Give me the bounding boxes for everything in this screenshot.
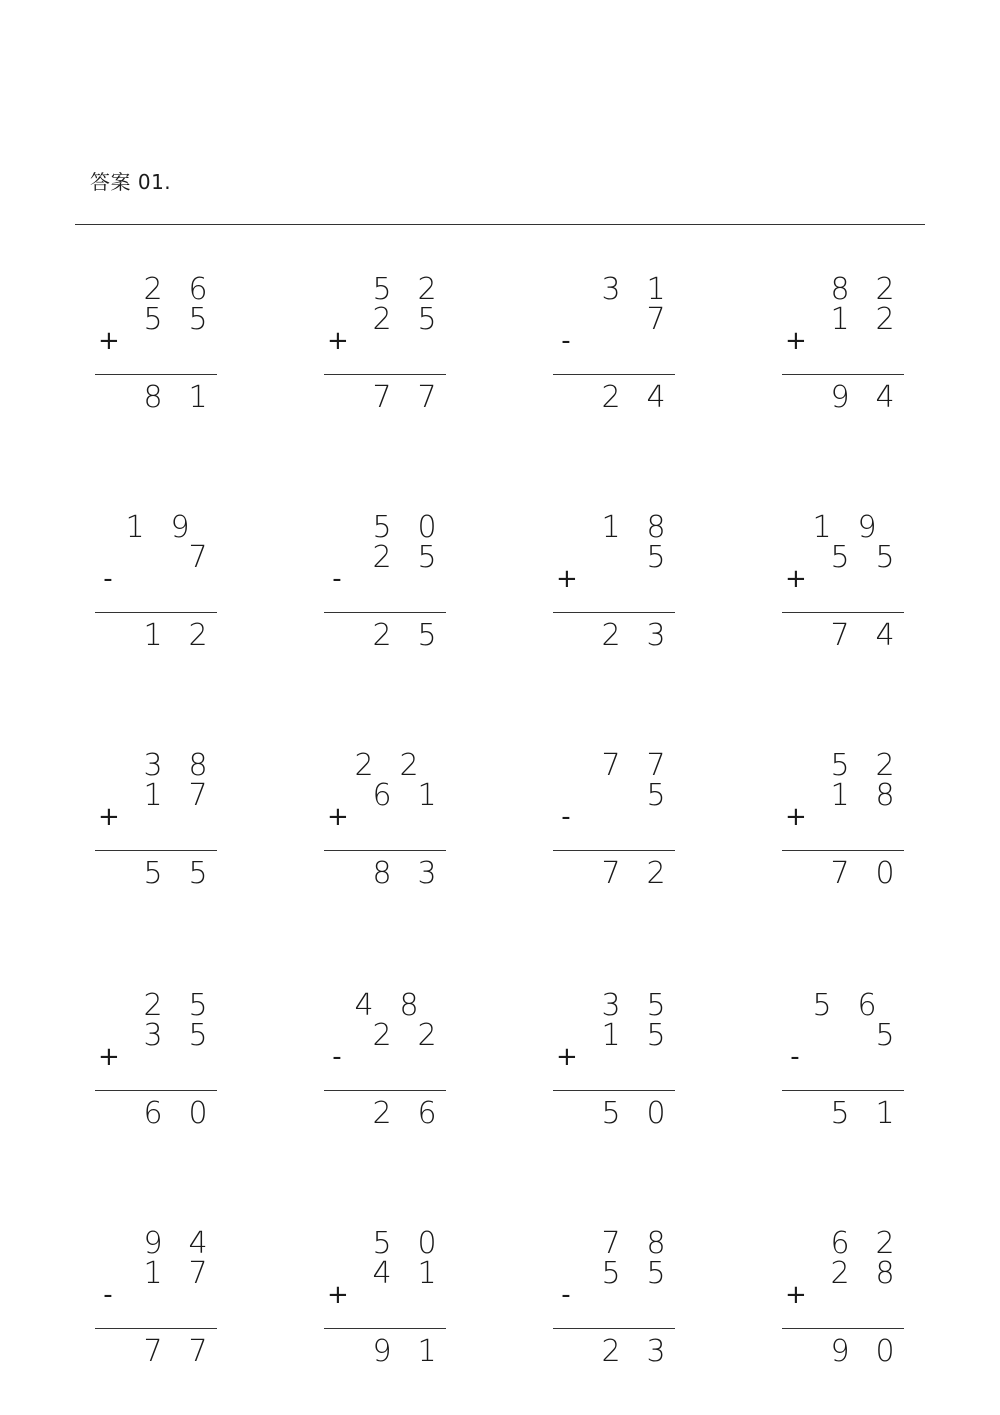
answer-digit: 4 bbox=[875, 618, 895, 653]
sum-line bbox=[95, 374, 217, 375]
minus-sign: - bbox=[103, 564, 113, 594]
sum-line bbox=[782, 1328, 904, 1329]
plus-sign: + bbox=[785, 802, 807, 832]
answer-digit: 3 bbox=[646, 618, 666, 653]
bottom-operand-digit: 1 bbox=[417, 778, 437, 813]
answer-digit: 2 bbox=[601, 618, 621, 653]
top-operand-digit: 2 bbox=[354, 748, 374, 783]
answer-digit: 5 bbox=[601, 1096, 621, 1131]
answer-digit: 1 bbox=[417, 1334, 437, 1369]
problem-19 bbox=[558, 1228, 688, 1378]
top-operand-digit: 6 bbox=[857, 988, 877, 1023]
problem-7 bbox=[558, 512, 688, 662]
plus-sign: + bbox=[327, 802, 349, 832]
sum-line bbox=[324, 1090, 446, 1091]
answer-digit: 8 bbox=[143, 380, 163, 415]
answer-digit: 4 bbox=[646, 380, 666, 415]
bottom-operand-digit: 1 bbox=[830, 302, 850, 337]
bottom-operand-digit: 7 bbox=[646, 302, 666, 337]
problem-20 bbox=[787, 1228, 917, 1378]
answer-digit: 2 bbox=[372, 1096, 392, 1131]
bottom-operand-digit: 1 bbox=[830, 778, 850, 813]
bottom-operand-digit: 1 bbox=[143, 778, 163, 813]
page-title: 答案 01. bbox=[90, 170, 172, 194]
top-operand-digit: 8 bbox=[646, 1226, 666, 1261]
bottom-operand-digit: 2 bbox=[372, 302, 392, 337]
answer-digit: 2 bbox=[372, 618, 392, 653]
sum-line bbox=[95, 612, 217, 613]
top-operand-digit: 0 bbox=[417, 510, 437, 545]
problem-3 bbox=[558, 274, 688, 424]
plus-sign: + bbox=[98, 326, 120, 356]
problem-18 bbox=[329, 1228, 459, 1378]
top-operand-digit: 2 bbox=[417, 272, 437, 307]
plus-sign: + bbox=[98, 1042, 120, 1072]
bottom-operand-digit: 5 bbox=[188, 302, 208, 337]
problem-17 bbox=[100, 1228, 230, 1378]
top-operand-digit: 3 bbox=[143, 748, 163, 783]
bottom-operand-digit: 6 bbox=[372, 778, 392, 813]
header-divider bbox=[75, 224, 925, 225]
answer-digit: 5 bbox=[143, 856, 163, 891]
top-operand-digit: 9 bbox=[143, 1226, 163, 1261]
problem-14 bbox=[329, 990, 459, 1140]
bottom-operand-digit: 2 bbox=[830, 1256, 850, 1291]
answer-digit: 7 bbox=[830, 856, 850, 891]
problem-4 bbox=[787, 274, 917, 424]
answer-digit: 7 bbox=[830, 618, 850, 653]
minus-sign: - bbox=[332, 1042, 342, 1072]
minus-sign: - bbox=[103, 1280, 113, 1310]
bottom-operand-digit: 5 bbox=[143, 302, 163, 337]
top-operand-digit: 5 bbox=[646, 988, 666, 1023]
answer-digit: 2 bbox=[646, 856, 666, 891]
top-operand-digit: 5 bbox=[372, 272, 392, 307]
top-operand-digit: 3 bbox=[601, 988, 621, 1023]
top-operand-digit: 8 bbox=[830, 272, 850, 307]
top-operand-digit: 7 bbox=[646, 748, 666, 783]
bottom-operand-digit: 5 bbox=[601, 1256, 621, 1291]
bottom-operand-digit: 1 bbox=[417, 1256, 437, 1291]
top-operand-digit: 5 bbox=[372, 1226, 392, 1261]
sum-line bbox=[553, 850, 675, 851]
bottom-operand-digit: 2 bbox=[875, 302, 895, 337]
plus-sign: + bbox=[785, 1280, 807, 1310]
sum-line bbox=[553, 1328, 675, 1329]
top-operand-digit: 8 bbox=[646, 510, 666, 545]
bottom-operand-digit: 1 bbox=[601, 1018, 621, 1053]
problem-11 bbox=[558, 750, 688, 900]
problem-12 bbox=[787, 750, 917, 900]
answer-digit: 9 bbox=[830, 1334, 850, 1369]
answer-digit: 0 bbox=[875, 1334, 895, 1369]
minus-sign: - bbox=[561, 326, 571, 356]
answer-digit: 6 bbox=[143, 1096, 163, 1131]
bottom-operand-digit: 3 bbox=[143, 1018, 163, 1053]
sum-line bbox=[553, 1090, 675, 1091]
sum-line bbox=[782, 1090, 904, 1091]
problem-13 bbox=[100, 990, 230, 1140]
top-operand-digit: 2 bbox=[143, 988, 163, 1023]
top-operand-digit: 5 bbox=[830, 748, 850, 783]
answer-digit: 1 bbox=[188, 380, 208, 415]
top-operand-digit: 1 bbox=[125, 510, 145, 545]
sum-line bbox=[782, 850, 904, 851]
bottom-operand-digit: 5 bbox=[188, 1018, 208, 1053]
top-operand-digit: 1 bbox=[812, 510, 832, 545]
answer-digit: 3 bbox=[417, 856, 437, 891]
answer-digit: 7 bbox=[372, 380, 392, 415]
sum-line bbox=[553, 612, 675, 613]
top-operand-digit: 2 bbox=[143, 272, 163, 307]
bottom-operand-digit: 5 bbox=[875, 1018, 895, 1053]
bottom-operand-digit: 5 bbox=[646, 778, 666, 813]
problem-2 bbox=[329, 274, 459, 424]
problem-5 bbox=[100, 512, 230, 662]
problem-6 bbox=[329, 512, 459, 662]
plus-sign: + bbox=[327, 1280, 349, 1310]
sum-line bbox=[95, 1090, 217, 1091]
answer-digit: 7 bbox=[601, 856, 621, 891]
bottom-operand-digit: 8 bbox=[875, 1256, 895, 1291]
plus-sign: + bbox=[98, 802, 120, 832]
plus-sign: + bbox=[785, 326, 807, 356]
top-operand-digit: 2 bbox=[875, 748, 895, 783]
top-operand-digit: 7 bbox=[601, 748, 621, 783]
bottom-operand-digit: 7 bbox=[188, 540, 208, 575]
sum-line bbox=[324, 374, 446, 375]
top-operand-digit: 1 bbox=[646, 272, 666, 307]
answer-digit: 2 bbox=[601, 1334, 621, 1369]
bottom-operand-digit: 7 bbox=[188, 1256, 208, 1291]
bottom-operand-digit: 5 bbox=[417, 540, 437, 575]
answer-digit: 9 bbox=[372, 1334, 392, 1369]
top-operand-digit: 9 bbox=[170, 510, 190, 545]
bottom-operand-digit: 5 bbox=[646, 1256, 666, 1291]
plus-sign: + bbox=[785, 564, 807, 594]
answer-digit: 8 bbox=[372, 856, 392, 891]
problem-10 bbox=[329, 750, 459, 900]
plus-sign: + bbox=[327, 326, 349, 356]
answer-digit: 1 bbox=[143, 618, 163, 653]
minus-sign: - bbox=[332, 564, 342, 594]
bottom-operand-digit: 2 bbox=[372, 540, 392, 575]
sum-line bbox=[324, 612, 446, 613]
bottom-operand-digit: 5 bbox=[417, 302, 437, 337]
bottom-operand-digit: 5 bbox=[875, 540, 895, 575]
bottom-operand-digit: 1 bbox=[143, 1256, 163, 1291]
plus-sign: + bbox=[556, 564, 578, 594]
top-operand-digit: 2 bbox=[875, 1226, 895, 1261]
problem-9 bbox=[100, 750, 230, 900]
sum-line bbox=[324, 850, 446, 851]
top-operand-digit: 7 bbox=[601, 1226, 621, 1261]
sum-line bbox=[95, 850, 217, 851]
answer-digit: 7 bbox=[143, 1334, 163, 1369]
top-operand-digit: 8 bbox=[188, 748, 208, 783]
minus-sign: - bbox=[561, 1280, 571, 1310]
bottom-operand-digit: 5 bbox=[830, 540, 850, 575]
answer-digit: 7 bbox=[417, 380, 437, 415]
problem-1 bbox=[100, 274, 230, 424]
top-operand-digit: 5 bbox=[372, 510, 392, 545]
answer-digit: 9 bbox=[830, 380, 850, 415]
sum-line bbox=[782, 612, 904, 613]
top-operand-digit: 4 bbox=[354, 988, 374, 1023]
top-operand-digit: 1 bbox=[601, 510, 621, 545]
top-operand-digit: 5 bbox=[812, 988, 832, 1023]
top-operand-digit: 0 bbox=[417, 1226, 437, 1261]
answer-digit: 5 bbox=[188, 856, 208, 891]
bottom-operand-digit: 2 bbox=[372, 1018, 392, 1053]
top-operand-digit: 2 bbox=[875, 272, 895, 307]
top-operand-digit: 9 bbox=[857, 510, 877, 545]
top-operand-digit: 4 bbox=[188, 1226, 208, 1261]
answer-digit: 7 bbox=[188, 1334, 208, 1369]
plus-sign: + bbox=[556, 1042, 578, 1072]
bottom-operand-digit: 8 bbox=[875, 778, 895, 813]
sum-line bbox=[553, 374, 675, 375]
top-operand-digit: 6 bbox=[188, 272, 208, 307]
answer-digit: 5 bbox=[830, 1096, 850, 1131]
problem-8 bbox=[787, 512, 917, 662]
problem-15 bbox=[558, 990, 688, 1140]
top-operand-digit: 6 bbox=[830, 1226, 850, 1261]
top-operand-digit: 8 bbox=[399, 988, 419, 1023]
answer-digit: 0 bbox=[646, 1096, 666, 1131]
answer-digit: 2 bbox=[188, 618, 208, 653]
answer-digit: 0 bbox=[875, 856, 895, 891]
minus-sign: - bbox=[561, 802, 571, 832]
answer-digit: 3 bbox=[646, 1334, 666, 1369]
sum-line bbox=[324, 1328, 446, 1329]
problem-16 bbox=[787, 990, 917, 1140]
bottom-operand-digit: 4 bbox=[372, 1256, 392, 1291]
bottom-operand-digit: 5 bbox=[646, 1018, 666, 1053]
sum-line bbox=[782, 374, 904, 375]
answer-digit: 4 bbox=[875, 380, 895, 415]
answer-digit: 6 bbox=[417, 1096, 437, 1131]
bottom-operand-digit: 7 bbox=[188, 778, 208, 813]
bottom-operand-digit: 2 bbox=[417, 1018, 437, 1053]
answer-digit: 2 bbox=[601, 380, 621, 415]
top-operand-digit: 3 bbox=[601, 272, 621, 307]
answer-digit: 1 bbox=[875, 1096, 895, 1131]
answer-digit: 0 bbox=[188, 1096, 208, 1131]
top-operand-digit: 5 bbox=[188, 988, 208, 1023]
answer-digit: 5 bbox=[417, 618, 437, 653]
top-operand-digit: 2 bbox=[399, 748, 419, 783]
sum-line bbox=[95, 1328, 217, 1329]
bottom-operand-digit: 5 bbox=[646, 540, 666, 575]
minus-sign: - bbox=[790, 1042, 800, 1072]
